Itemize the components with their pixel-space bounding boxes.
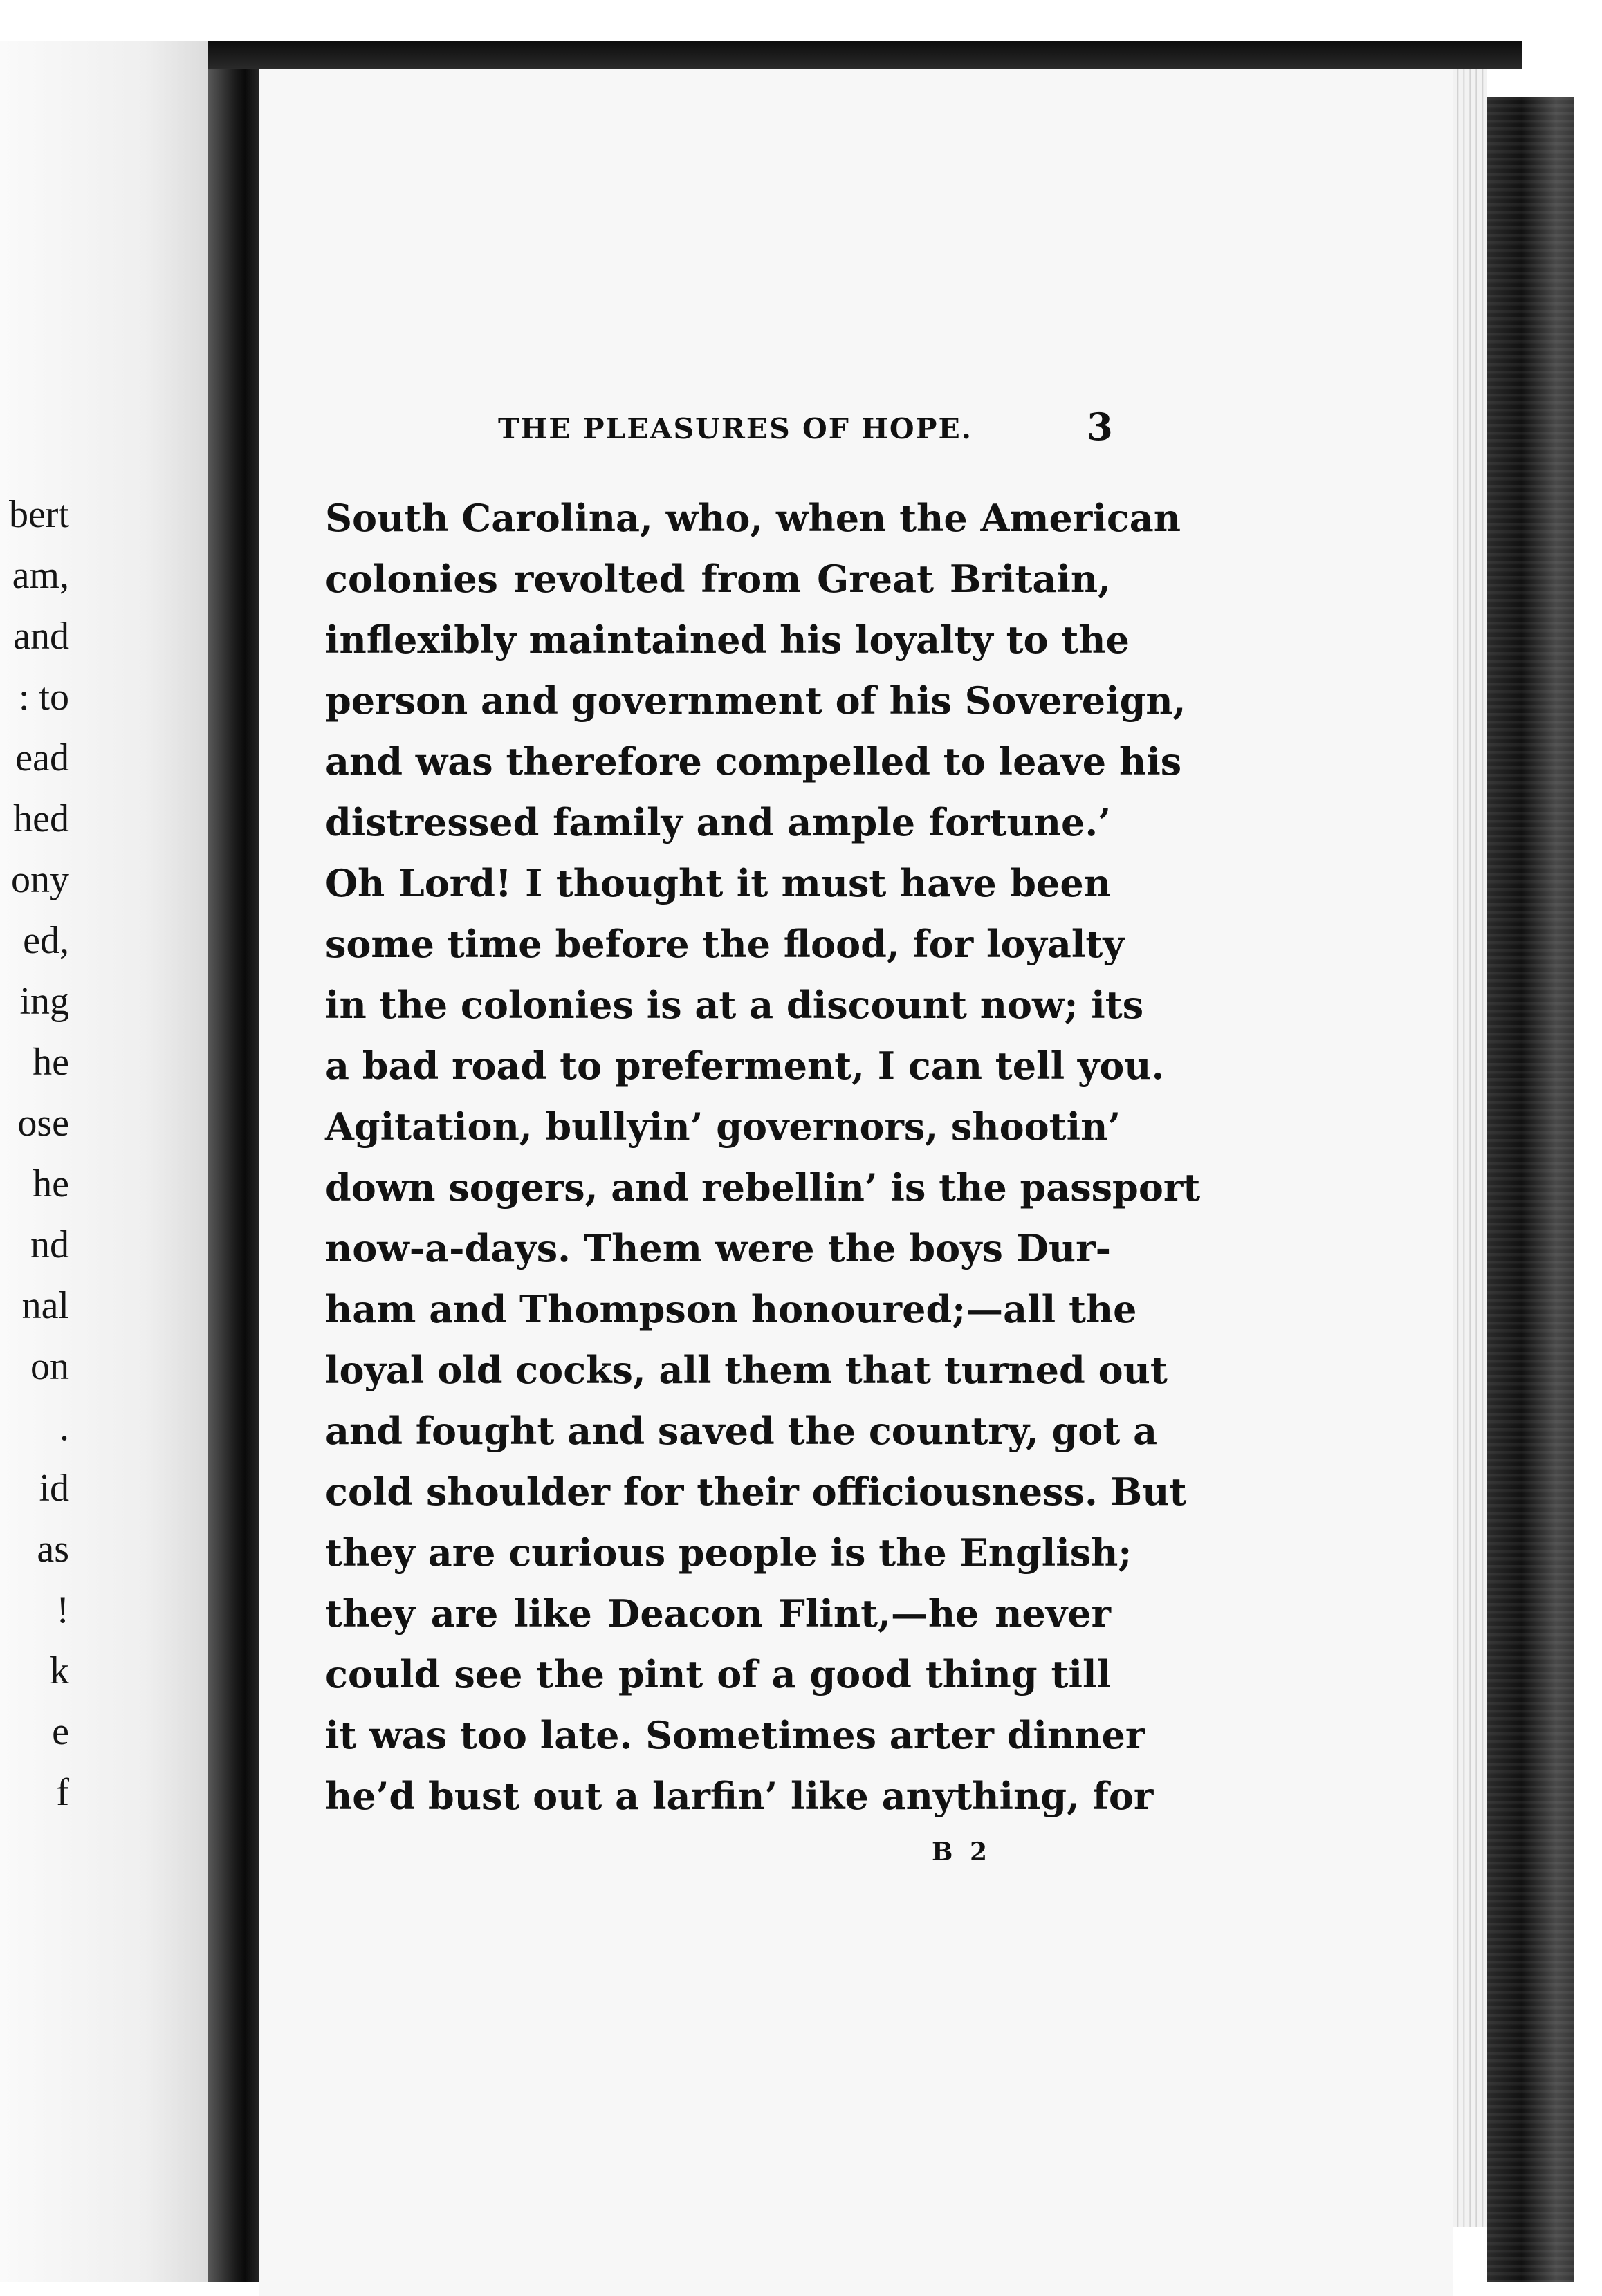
text-line: and was therefore compelled to leave his — [325, 739, 1182, 784]
text-line: cold shoulder for their officiousness. But — [325, 1470, 1187, 1514]
text-line: it was too late. Sometimes arter dinner — [325, 1713, 1145, 1757]
left-line: . — [59, 1406, 69, 1449]
text-line: could see the pint of a good thing till — [325, 1652, 1111, 1696]
left-line: k — [50, 1649, 69, 1692]
left-line: ead — [15, 737, 69, 779]
text-line: South Carolina, who, when the American — [325, 496, 1181, 540]
text-line: some time before the flood, for loyalty — [325, 922, 1125, 966]
body-text — [325, 488, 1201, 1826]
left-line: ose — [17, 1102, 69, 1145]
left-line: and — [13, 615, 69, 658]
left-line: as — [37, 1528, 69, 1571]
text-line: they are like Deacon Flint,—he never — [325, 1591, 1111, 1636]
text-line: inflexibly maintained his loyalty to the — [325, 618, 1130, 662]
text-line: he’d bust out a larfin’ like anything, for — [325, 1774, 1154, 1818]
text-line: and fought and saved the country, got a — [325, 1409, 1158, 1453]
left-line: ony — [11, 858, 69, 901]
page-edges — [1453, 69, 1487, 2227]
left-line: am, — [12, 554, 69, 597]
text-line: they are curious people is the English; — [325, 1530, 1132, 1575]
text-line: now-a-days. Them were the boys Dur- — [325, 1226, 1111, 1270]
left-page-text — [0, 484, 208, 1823]
text-line: a bad road to preferment, I can tell you. — [325, 1044, 1165, 1088]
text-line: distressed family and ample fortune.’ — [325, 800, 1111, 844]
left-line: nd — [30, 1223, 69, 1266]
left-line: on — [30, 1345, 69, 1388]
left-line: nal — [21, 1284, 69, 1327]
text-line: down sogers, and rebellin’ is the passport — [325, 1165, 1201, 1210]
page-number: 3 — [1087, 405, 1113, 449]
left-line: he — [33, 1041, 69, 1084]
left-line: hed — [13, 797, 69, 840]
text-line: ham and Thompson honoured;—all the — [325, 1287, 1137, 1331]
text-line: colonies revolted from Great Britain, — [325, 557, 1111, 601]
left-line: : to — [18, 676, 69, 719]
left-line: f — [56, 1771, 69, 1814]
left-line: e — [52, 1710, 69, 1753]
book-cover-edge — [1487, 97, 1602, 2282]
book-top-edge — [208, 41, 1522, 69]
left-line: bert — [8, 493, 69, 536]
left-line: ed, — [23, 919, 69, 962]
left-line: ! — [56, 1589, 69, 1631]
left-page — [0, 41, 208, 2282]
text-line: Agitation, bullyin’ governors, shootin’ — [325, 1104, 1121, 1149]
left-line: id — [39, 1467, 69, 1510]
text-line: in the colonies is at a discount now; its — [325, 983, 1144, 1027]
text-line: person and government of his Sovereign, — [325, 678, 1186, 723]
left-line: ing — [19, 980, 69, 1023]
signature-mark: B 2 — [931, 1837, 991, 1867]
left-line: he — [33, 1163, 69, 1205]
text-line: Oh Lord! I thought it must have been — [325, 861, 1111, 905]
running-head: THE PLEASURES OF HOPE. — [498, 412, 973, 445]
text-line: loyal old cocks, all them that turned out — [325, 1348, 1168, 1392]
